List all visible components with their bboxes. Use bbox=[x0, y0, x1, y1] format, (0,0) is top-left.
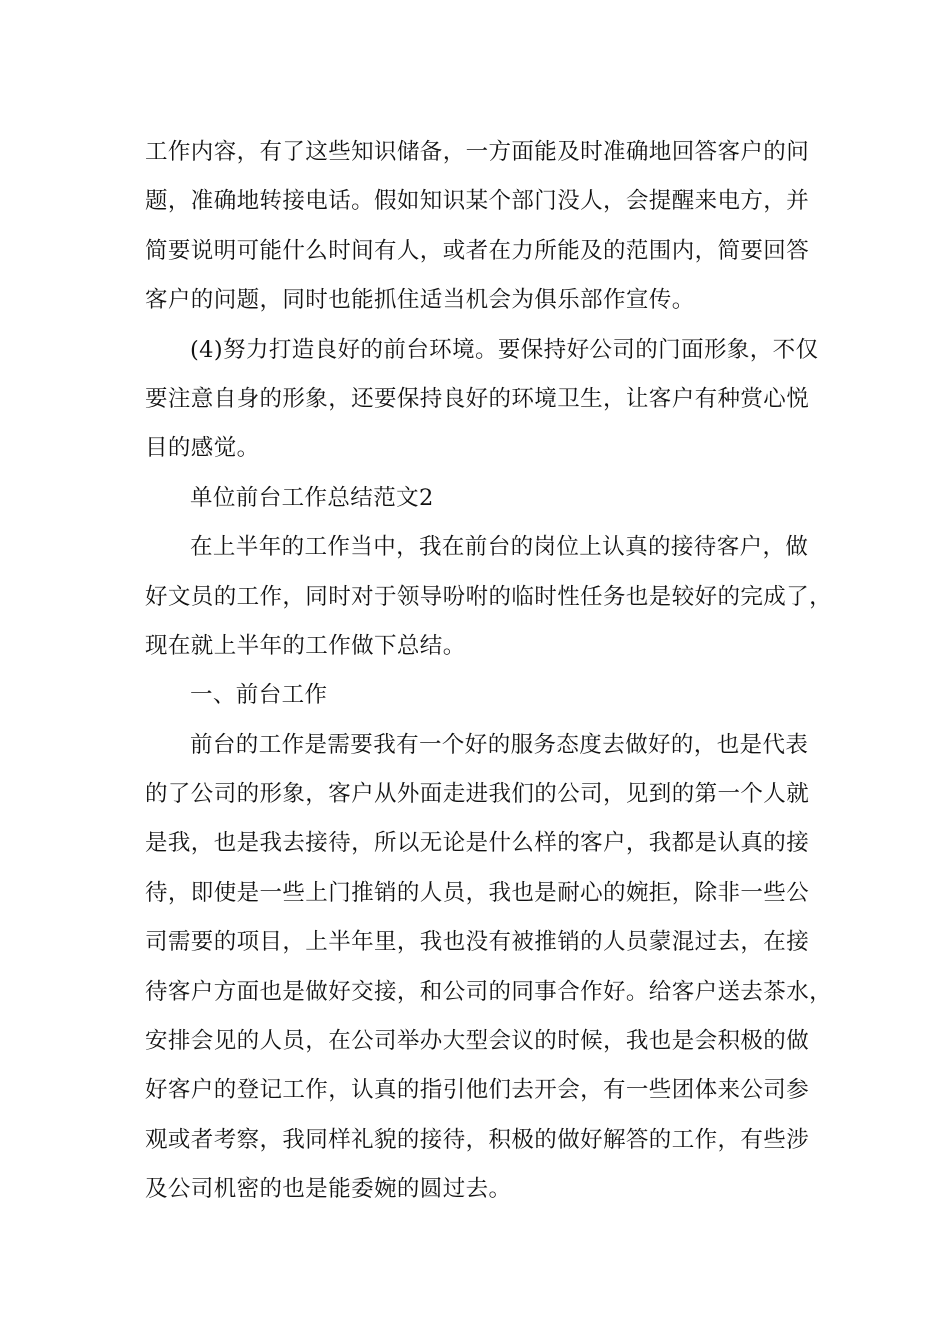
text-line: 待客户方面也是做好交接，和公司的同事合作好。给客户送去茶水， bbox=[145, 978, 833, 1005]
text-line: 题，准确地转接电话。假如知识某个部门没人，会提醒来电方，并 bbox=[145, 188, 810, 215]
text-line: 及公司机密的也是能委婉的圆过去。 bbox=[145, 1176, 512, 1203]
text-line: (4)努力打造良好的前台环境。要保持好公司的门面形象，不仅 bbox=[190, 336, 819, 363]
text-line: 前台的工作是需要我有一个好的服务态度去做好的，也是代表 bbox=[190, 731, 809, 758]
text-line: 现在就上半年的工作做下总结。 bbox=[145, 632, 466, 659]
text-line: 安排会见的人员，在公司举办大型会议的时候，我也是会积极的做 bbox=[145, 1028, 810, 1055]
text-line: 目的感觉。 bbox=[145, 435, 260, 462]
text-line: 好文员的工作，同时对于领导吩咐的临时性任务也是较好的完成了， bbox=[145, 583, 833, 610]
text-line: 待，即使是一些上门推销的人员，我也是耐心的婉拒，除非一些公 bbox=[145, 879, 810, 906]
section-heading: 单位前台工作总结范文2 bbox=[190, 484, 434, 511]
text-line: 客户的问题，同时也能抓住适当机会为俱乐部作宣传。 bbox=[145, 287, 695, 314]
text-line: 要注意自身的形象，还要保持良好的环境卫生，让客户有种赏心悦 bbox=[145, 385, 810, 412]
text-line: 观或者考察，我同样礼貌的接待，积极的做好解答的工作，有些涉 bbox=[145, 1126, 810, 1153]
text-line: 工作内容，有了这些知识储备，一方面能及时准确地回答客户的问 bbox=[145, 139, 810, 165]
text-line: 好客户的登记工作，认真的指引他们去开会，有一些团体来公司参 bbox=[145, 1077, 810, 1104]
subsection-heading: 一、前台工作 bbox=[190, 682, 328, 709]
text-line: 在上半年的工作当中，我在前台的岗位上认真的接待客户，做 bbox=[190, 534, 809, 561]
text-line: 的了公司的形象，客户从外面走进我们的公司，见到的第一个人就 bbox=[145, 781, 810, 808]
text-line: 简要说明可能什么时间有人，或者在力所能及的范围内，简要回答 bbox=[145, 237, 810, 264]
document-body bbox=[145, 128, 835, 1215]
text-line: 是我，也是我去接待，所以无论是什么样的客户，我都是认真的接 bbox=[145, 830, 810, 857]
text-line: 司需要的项目，上半年里，我也没有被推销的人员蒙混过去，在接 bbox=[145, 929, 810, 956]
